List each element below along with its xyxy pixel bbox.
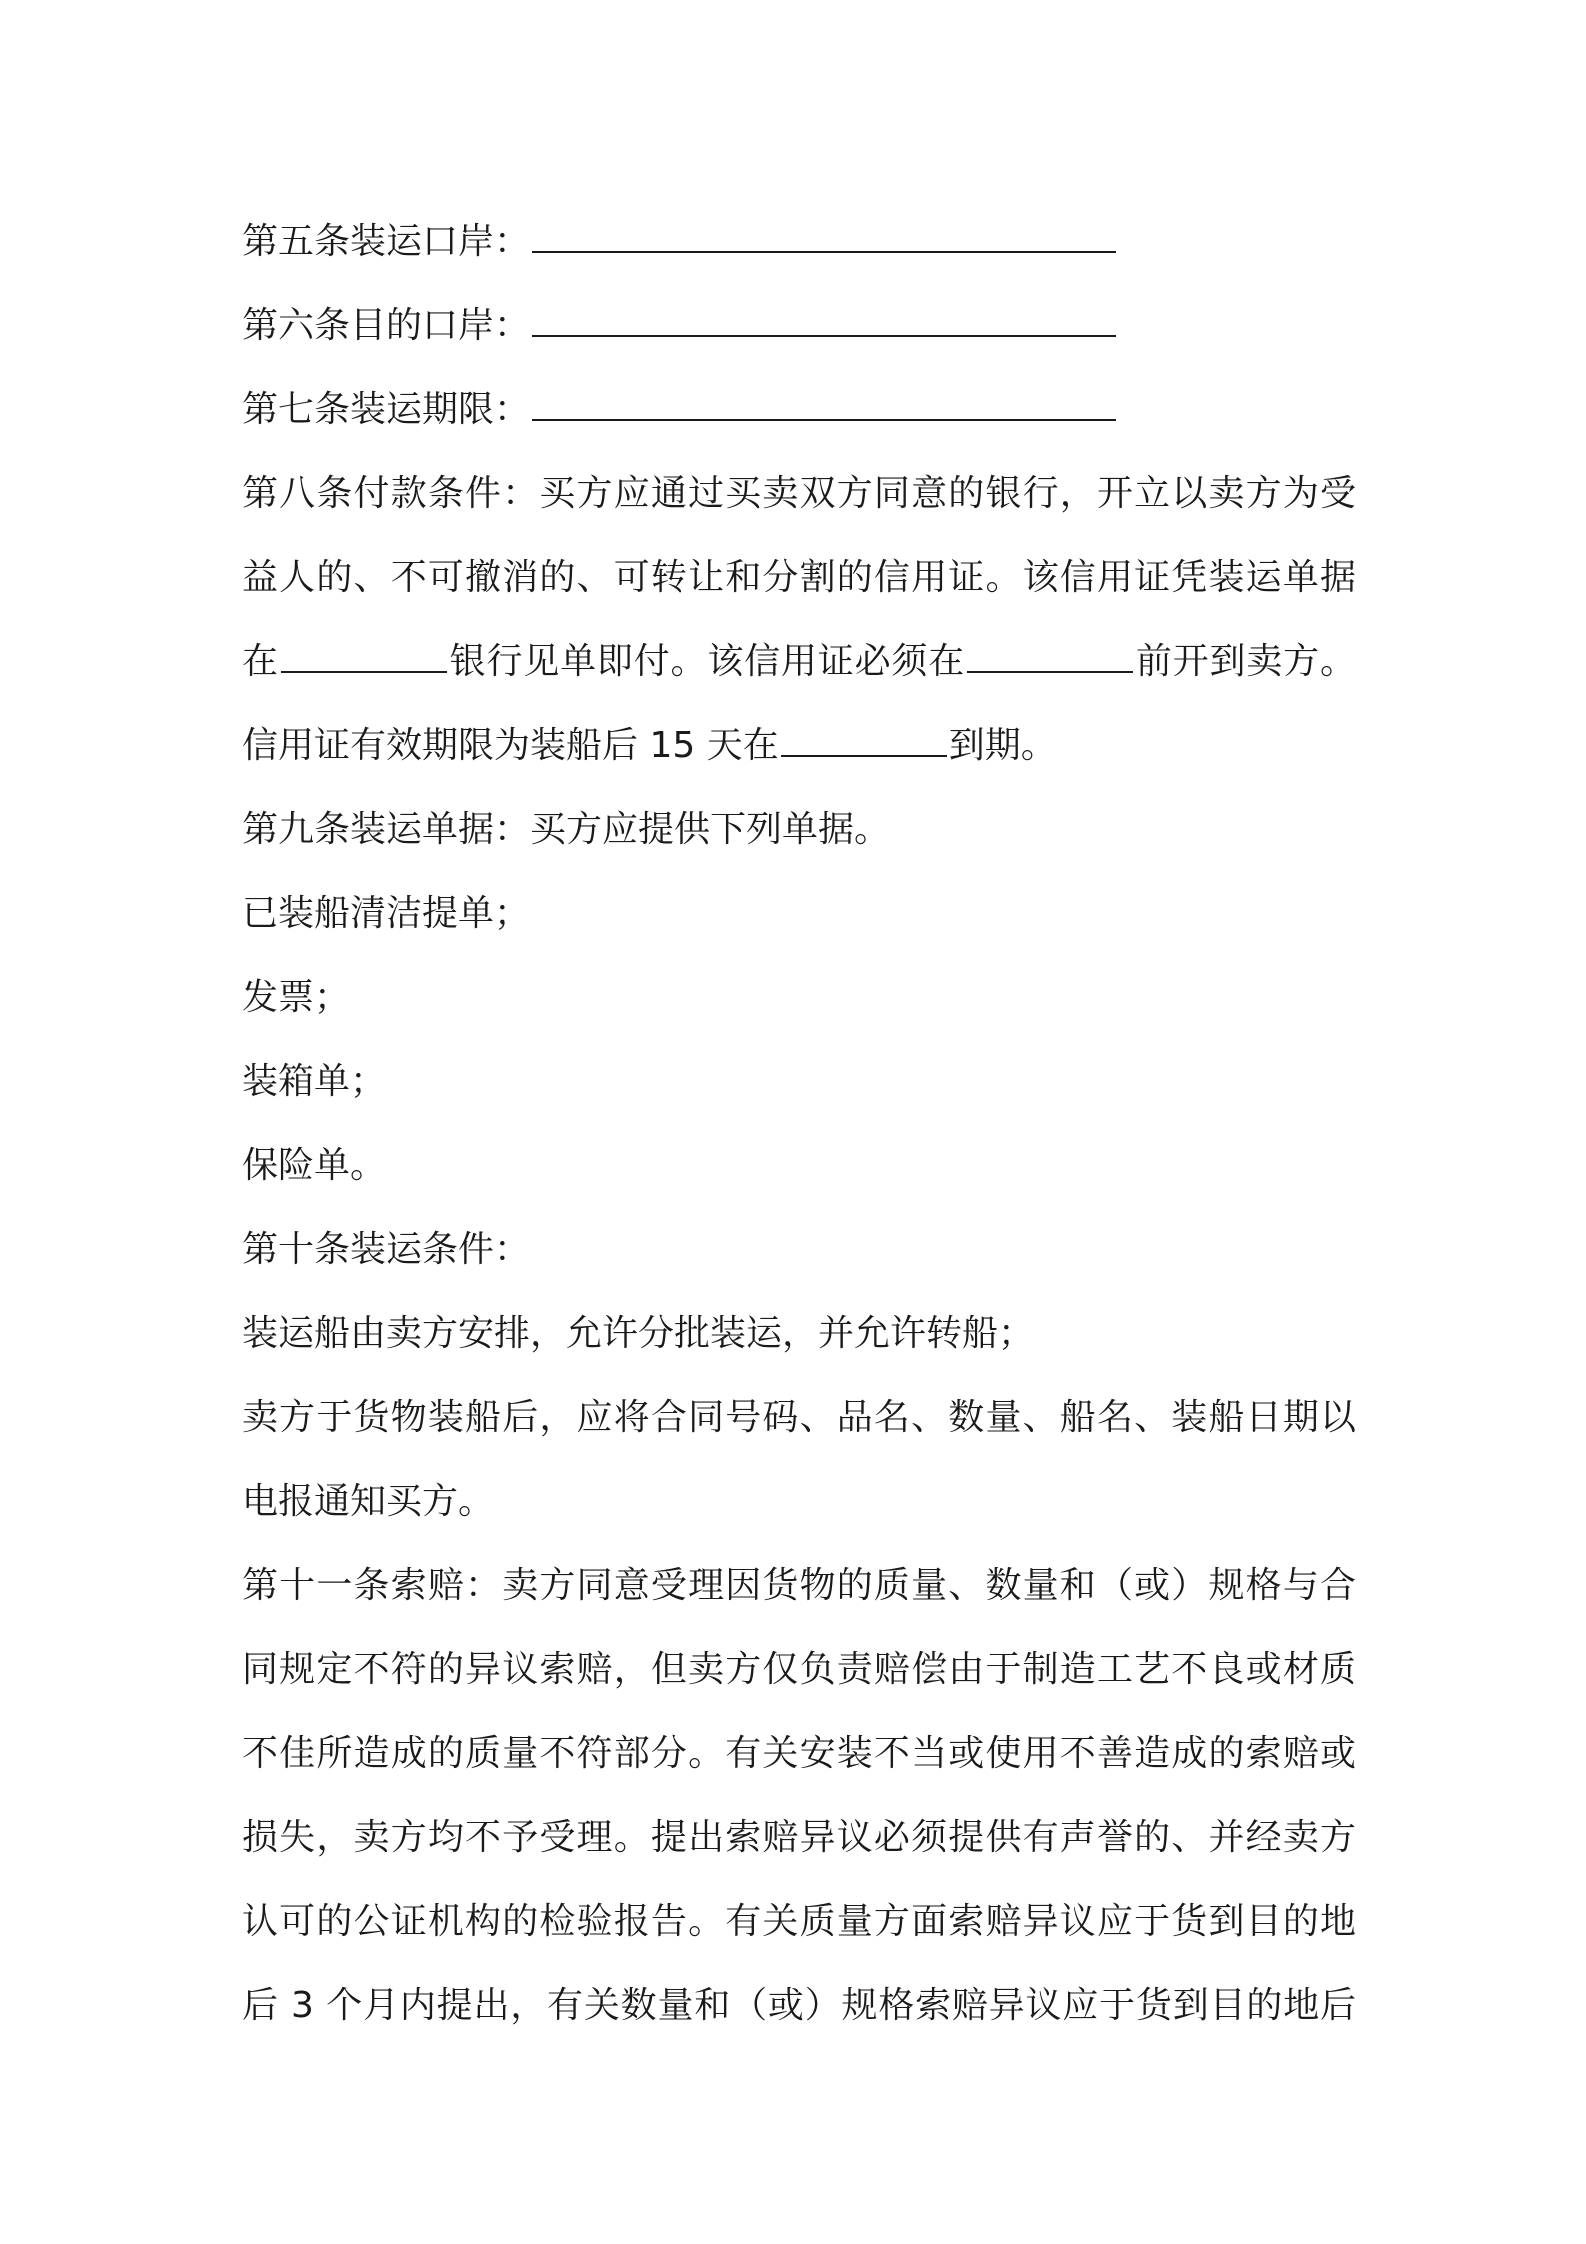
article-11-line-2: 同规定不符的异议索赔，但卖方仅负责赔偿由于制造工艺不良或材质: [242, 1649, 1356, 1690]
bank-blank[interactable]: [281, 641, 447, 673]
article-10-line-2a: 卖方于货物装船后，应将合同号码、品名、数量、船名、装船日期以: [242, 1397, 1356, 1438]
article-8-line-4: [242, 704, 1356, 788]
destination-port-blank[interactable]: [532, 305, 1116, 337]
article-10-line-2b: 电报通知买方。: [242, 1481, 495, 1522]
article-8-line-4-a: 信用证有效期限为装船后 15 天在: [242, 725, 779, 766]
article-9-title: 第九条装运单据：买方应提供下列单据。: [242, 809, 891, 850]
article-5-loading-port: [242, 200, 1356, 284]
article-10-title: 第十条装运条件：: [242, 1229, 531, 1270]
loading-port-blank[interactable]: [532, 221, 1116, 253]
article-8-line-4-b: 到期。: [948, 725, 1057, 766]
contract-page: [242, 200, 1356, 2048]
article-10-line-1: 装运船由卖方安排，允许分批装运，并允许转船；: [242, 1313, 1035, 1354]
article-6-label: 第六条目的口岸：: [242, 305, 531, 346]
article-8-line-3-c: 前开到卖方。: [1135, 641, 1356, 682]
article-9-item-invoice: 发票；: [242, 977, 351, 1018]
article-7-label: 第七条装运期限：: [242, 389, 531, 430]
article-8-line-2: 益人的、不可撤消的、可转让和分割的信用证。该信用证凭装运单据: [242, 557, 1356, 598]
shipment-period-blank[interactable]: [532, 389, 1116, 421]
article-6-destination-port: [242, 284, 1356, 368]
article-8-line-3-a: 在: [242, 641, 279, 682]
article-11-line-5: 认可的公证机构的检验报告。有关质量方面索赔异议应于货到目的地: [242, 1901, 1356, 1942]
article-11-line-3: 不佳所造成的质量不符部分。有关安装不当或使用不善造成的索赔或: [242, 1733, 1356, 1774]
article-11-line-4: 损失，卖方均不予受理。提出索赔异议必须提供有声誉的、并经卖方: [242, 1817, 1356, 1858]
article-9-item-packing-list: 装箱单；: [242, 1061, 387, 1102]
article-8-line-3: [242, 620, 1356, 704]
article-8-line-3-b: 银行见单即付。该信用证必须在: [448, 641, 966, 682]
article-7-shipment-period: [242, 368, 1356, 452]
article-11-line-1: 第十一条索赔：卖方同意受理因货物的质量、数量和（或）规格与合: [242, 1565, 1356, 1606]
article-5-label: 第五条装运口岸：: [242, 221, 531, 262]
lc-open-date-blank[interactable]: [967, 641, 1133, 673]
article-9-item-insurance: 保险单。: [242, 1145, 387, 1186]
article-8-line-1: 第八条付款条件：买方应通过买卖双方同意的银行，开立以卖方为受: [242, 473, 1356, 514]
article-11-line-6: 后 3 个月内提出，有关数量和（或）规格索赔异议应于货到目的地后: [242, 1985, 1356, 2026]
article-9-item-bill-of-lading: 已装船清洁提单；: [242, 893, 531, 934]
lc-expiry-place-blank[interactable]: [781, 725, 947, 757]
